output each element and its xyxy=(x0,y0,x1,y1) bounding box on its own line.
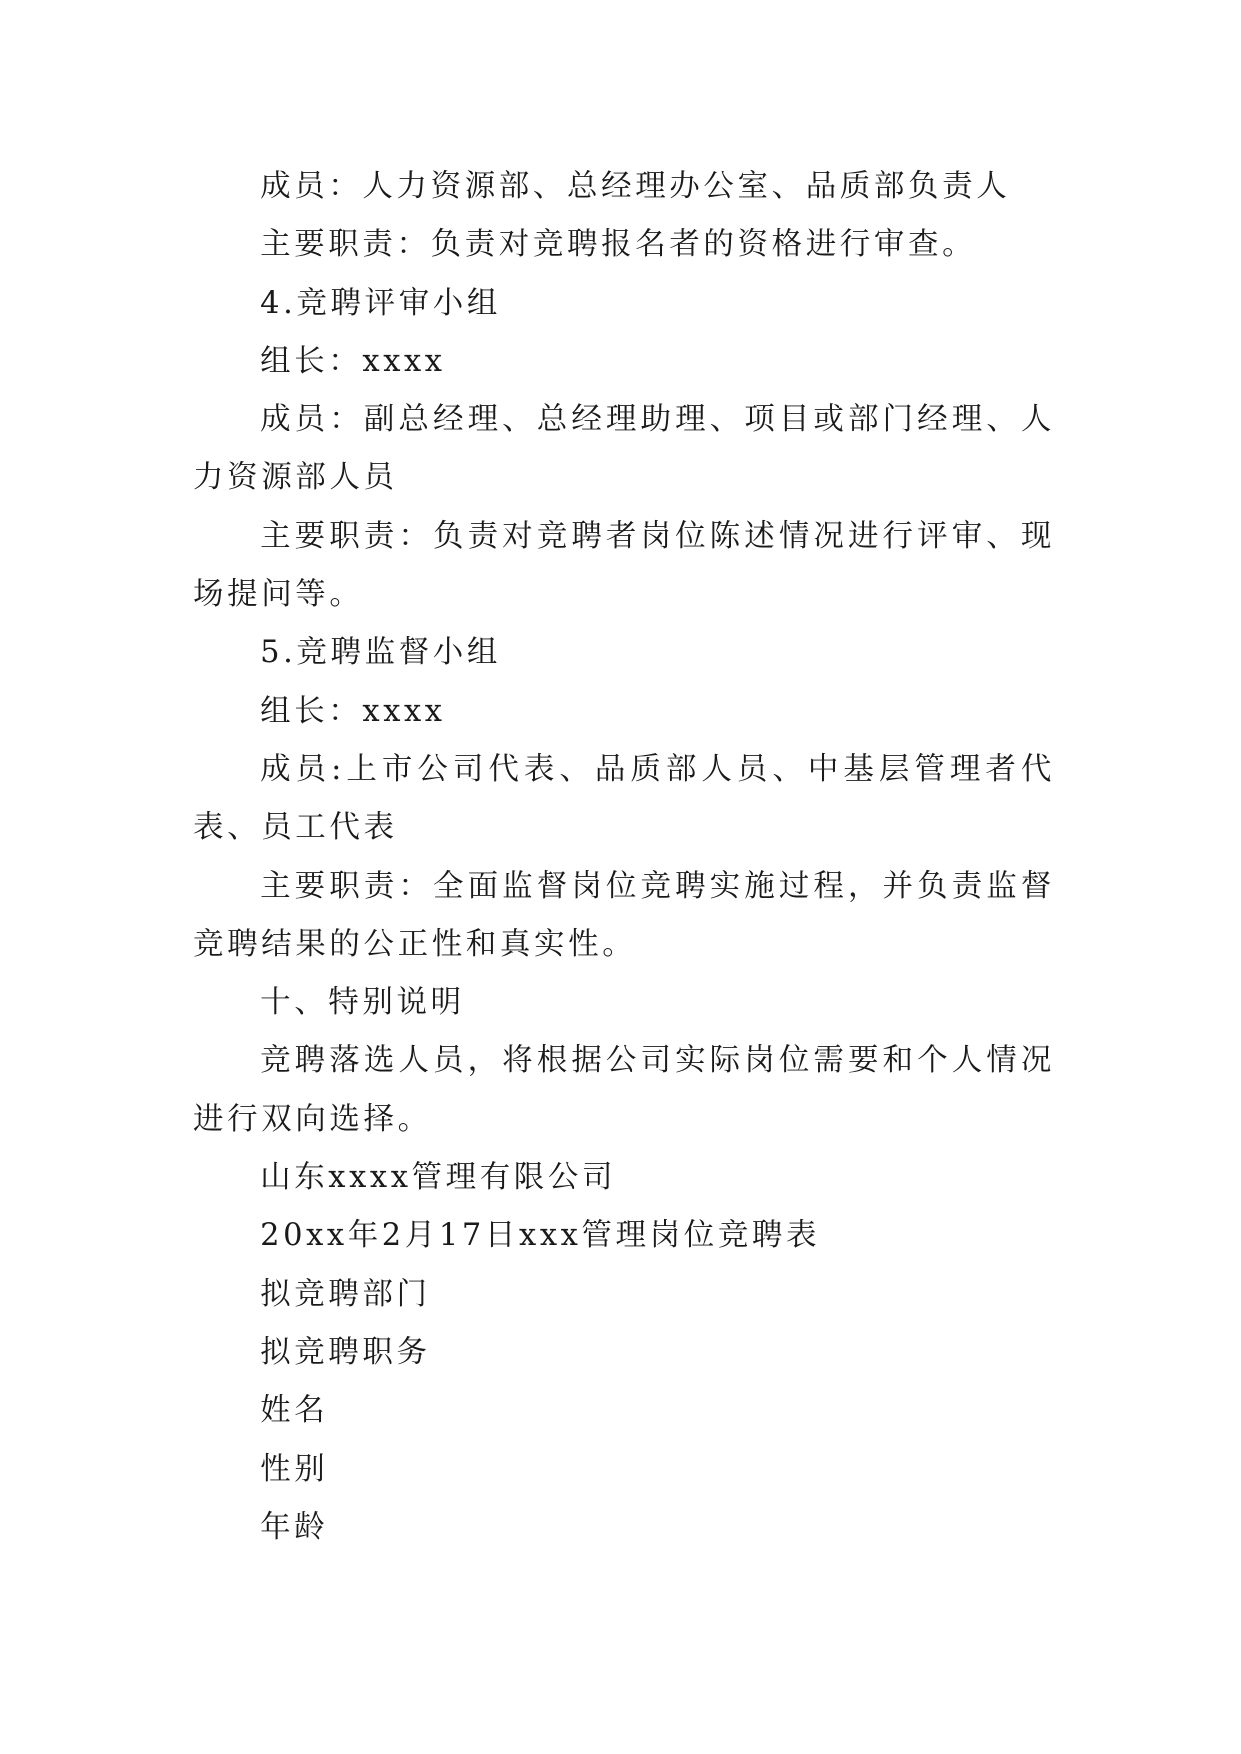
paragraph-duties-supervision: 主要职责：全面监督岗位竞聘实施过程，并负责监督竞聘结果的公正性和真实性。 xyxy=(193,868,1055,962)
paragraph-members-review: 成员：人力资源部、总经理办公室、品质部负责人 xyxy=(260,169,1011,204)
paragraph-duties-evaluation: 主要职责：负责对竞聘者岗位陈述情况进行评审、现场提问等。 xyxy=(193,518,1055,613)
paragraph-members-supervision: 成员:上市公司代表、品质部人员、中基层管理者代表、员工代表 xyxy=(193,751,1055,846)
form-field-name: 姓名 xyxy=(260,1393,329,1429)
date-and-form-title: 20xx年2月17日xxx管理岗位竞聘表 xyxy=(260,1218,821,1254)
paragraph-members-evaluation: 成员：副总经理、总经理助理、项目或部门经理、人力资源部人员 xyxy=(193,402,1055,496)
section-heading-supervision-group: 5.竞聘监督小组 xyxy=(260,635,501,671)
paragraph-duties-review: 主要职责：负责对竞聘报名者的资格进行审查。 xyxy=(260,227,977,263)
section-heading-special-notes: 十、特别说明 xyxy=(260,985,465,1021)
form-field-department: 拟竞聘部门 xyxy=(260,1276,431,1312)
form-field-age: 年龄 xyxy=(260,1509,329,1545)
document-body xyxy=(193,158,1055,1557)
section-heading-evaluation-group: 4.竞聘评审小组 xyxy=(260,285,501,321)
paragraph-leader-evaluation: 组长：xxxx xyxy=(260,343,446,379)
form-field-gender: 性别 xyxy=(260,1451,329,1487)
paragraph-special-notes: 竞聘落选人员，将根据公司实际岗位需要和个人情况进行双向选择。 xyxy=(193,1043,1055,1137)
form-field-position: 拟竞聘职务 xyxy=(260,1334,431,1370)
company-name: 山东xxxx管理有限公司 xyxy=(260,1160,617,1196)
paragraph-leader-supervision: 组长：xxxx xyxy=(260,693,446,729)
